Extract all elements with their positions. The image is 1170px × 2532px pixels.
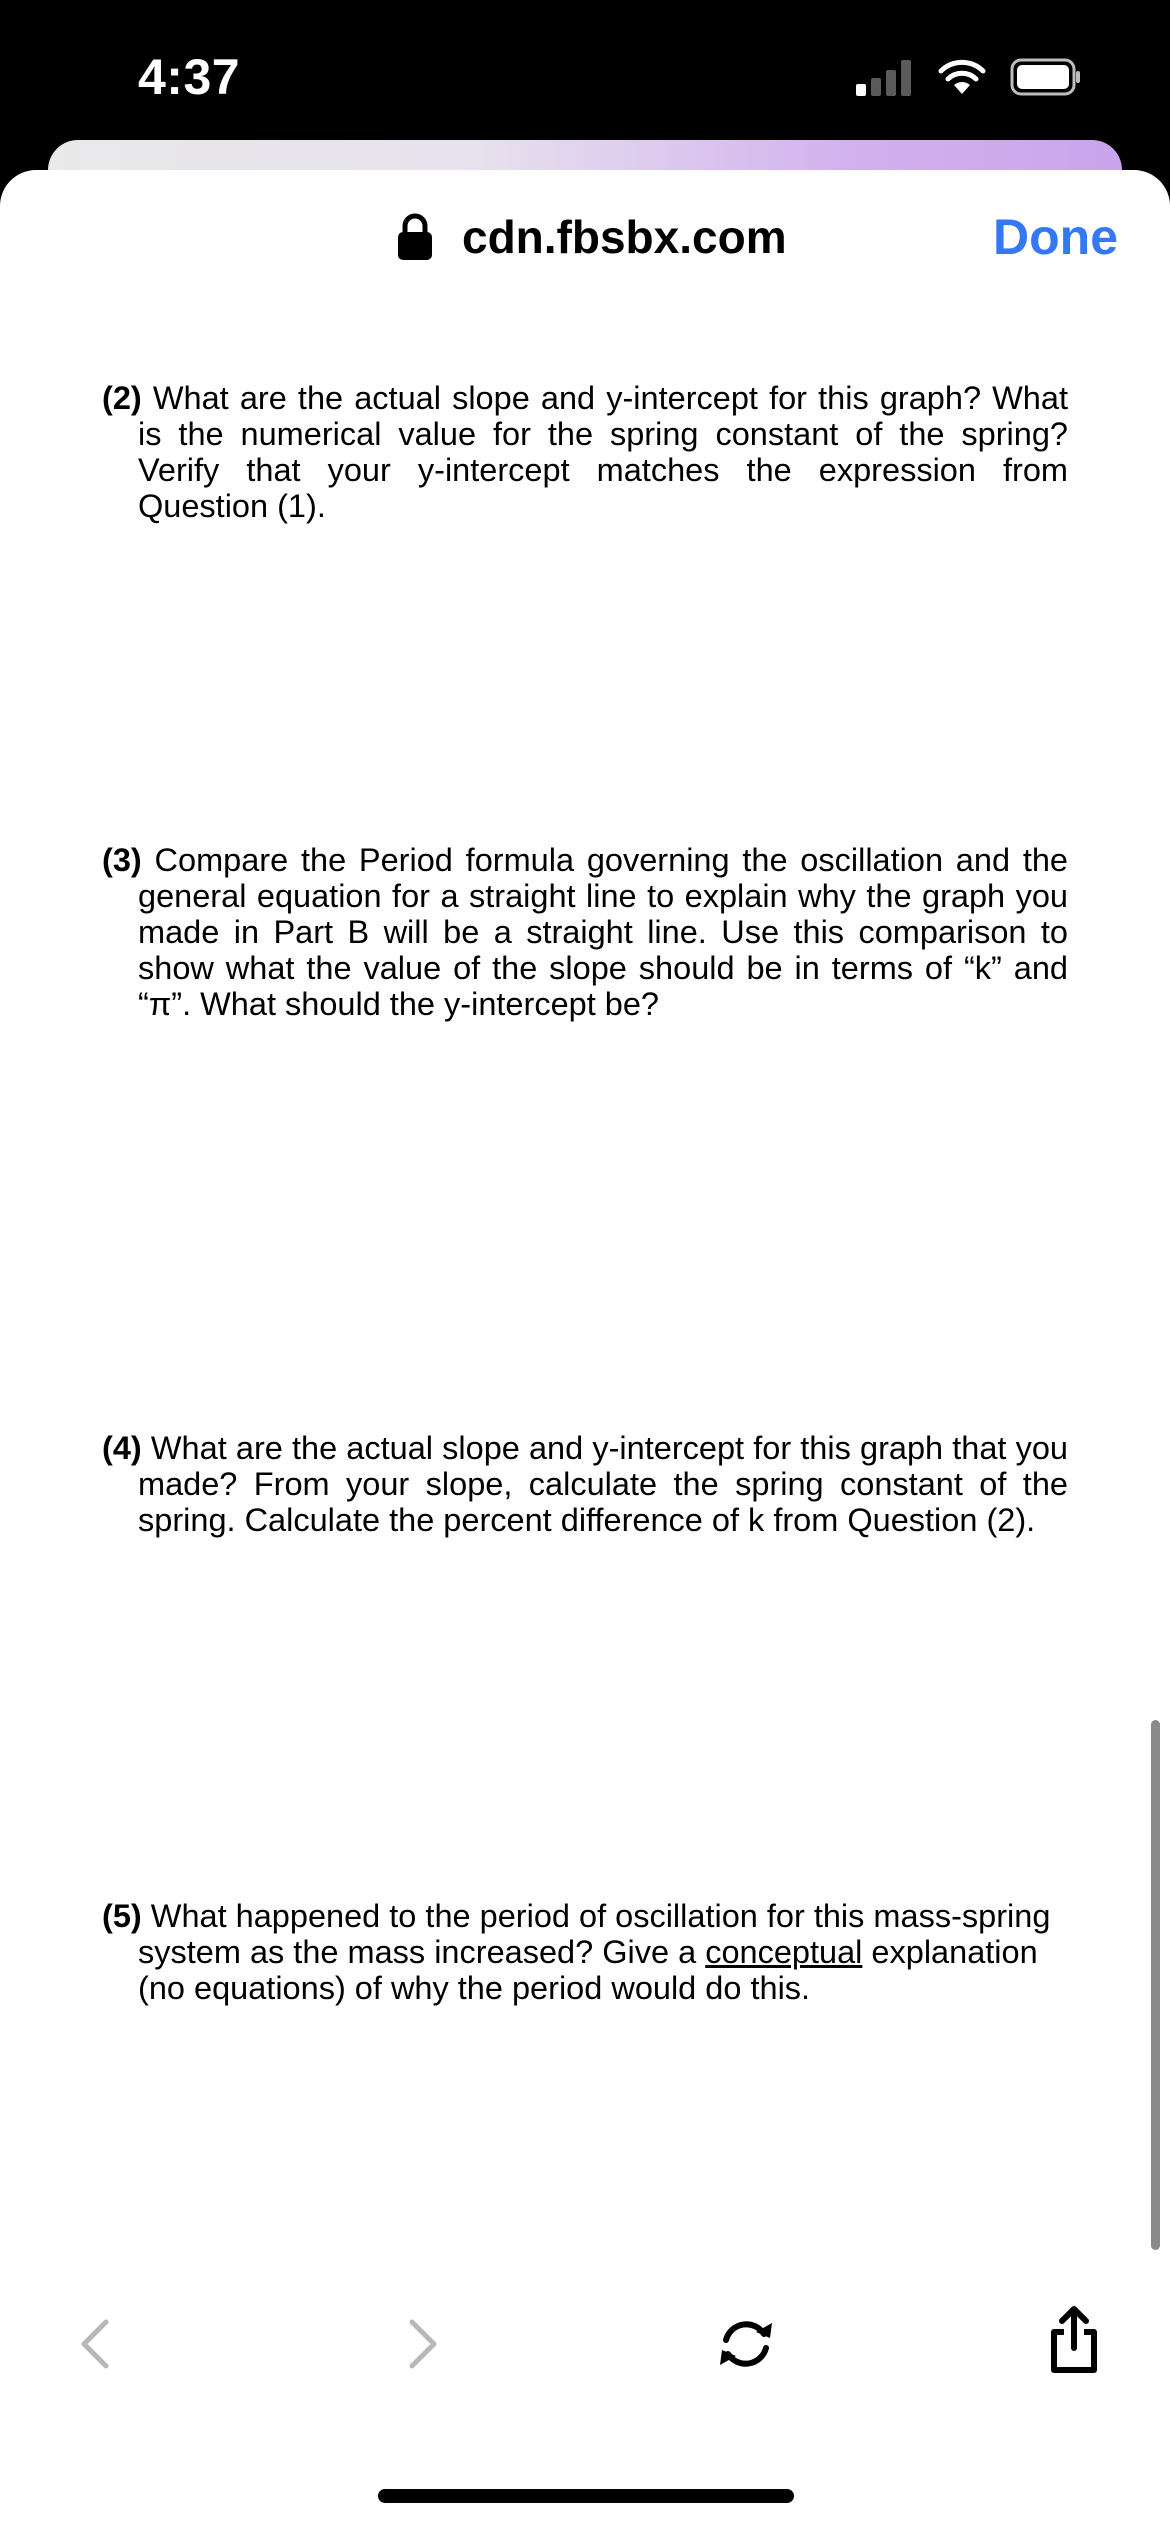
lock-icon bbox=[396, 212, 434, 262]
question-2 bbox=[102, 380, 1068, 524]
done-button[interactable]: Done bbox=[993, 209, 1118, 265]
home-indicator bbox=[378, 2489, 794, 2503]
question-3 bbox=[102, 842, 1068, 1022]
question-text: What are the actual slope and y-intercept for this graph? What is the numerical value for the spring constant of the spring? Verify that your y-intercept matches the expression from Question (1). bbox=[138, 380, 1068, 524]
question-number: (5) bbox=[102, 1898, 142, 1934]
battery-icon bbox=[1010, 58, 1082, 96]
scrollbar[interactable] bbox=[1151, 1720, 1160, 2250]
question-text: What are the actual slope and y-intercept for this graph that you made? From your slope, calculate the spring constant of the spring. Calculate the percent difference of k from Question (2). bbox=[138, 1430, 1068, 1538]
question-4 bbox=[102, 1430, 1068, 1538]
question-number: (3) bbox=[102, 842, 142, 878]
url-text: cdn.fbsbx.com bbox=[462, 211, 787, 263]
url-bar bbox=[0, 170, 1170, 300]
question-text-end: explanation (no equations) of why the period would do this. bbox=[138, 1934, 1038, 2006]
cellular-signal-icon bbox=[856, 58, 916, 96]
reload-icon[interactable] bbox=[714, 2314, 778, 2374]
question-text: Compare the Period formula governing the oscillation and the general equation for a straight line to explain why the graph you made in Part B will be a straight line. Use this comparison to show what the value of the slope should be in terms of “k” and “π”. What should the y-intercept be? bbox=[138, 842, 1068, 1022]
browser-sheet bbox=[0, 170, 1170, 2532]
underlined-word: conceptual bbox=[705, 1934, 863, 1970]
status-time: 4:37 bbox=[138, 49, 241, 105]
chevron-left-icon[interactable] bbox=[76, 2318, 112, 2370]
share-icon[interactable] bbox=[1046, 2304, 1102, 2376]
question-text: What happened to the period of oscillation for this mass-spring system as the mass increased? Give a bbox=[138, 1898, 1051, 1970]
question-5 bbox=[102, 1898, 1068, 2006]
wifi-icon bbox=[938, 58, 986, 96]
question-number: (4) bbox=[102, 1430, 142, 1466]
question-number: (2) bbox=[102, 380, 142, 416]
chevron-right-icon[interactable] bbox=[406, 2318, 442, 2370]
